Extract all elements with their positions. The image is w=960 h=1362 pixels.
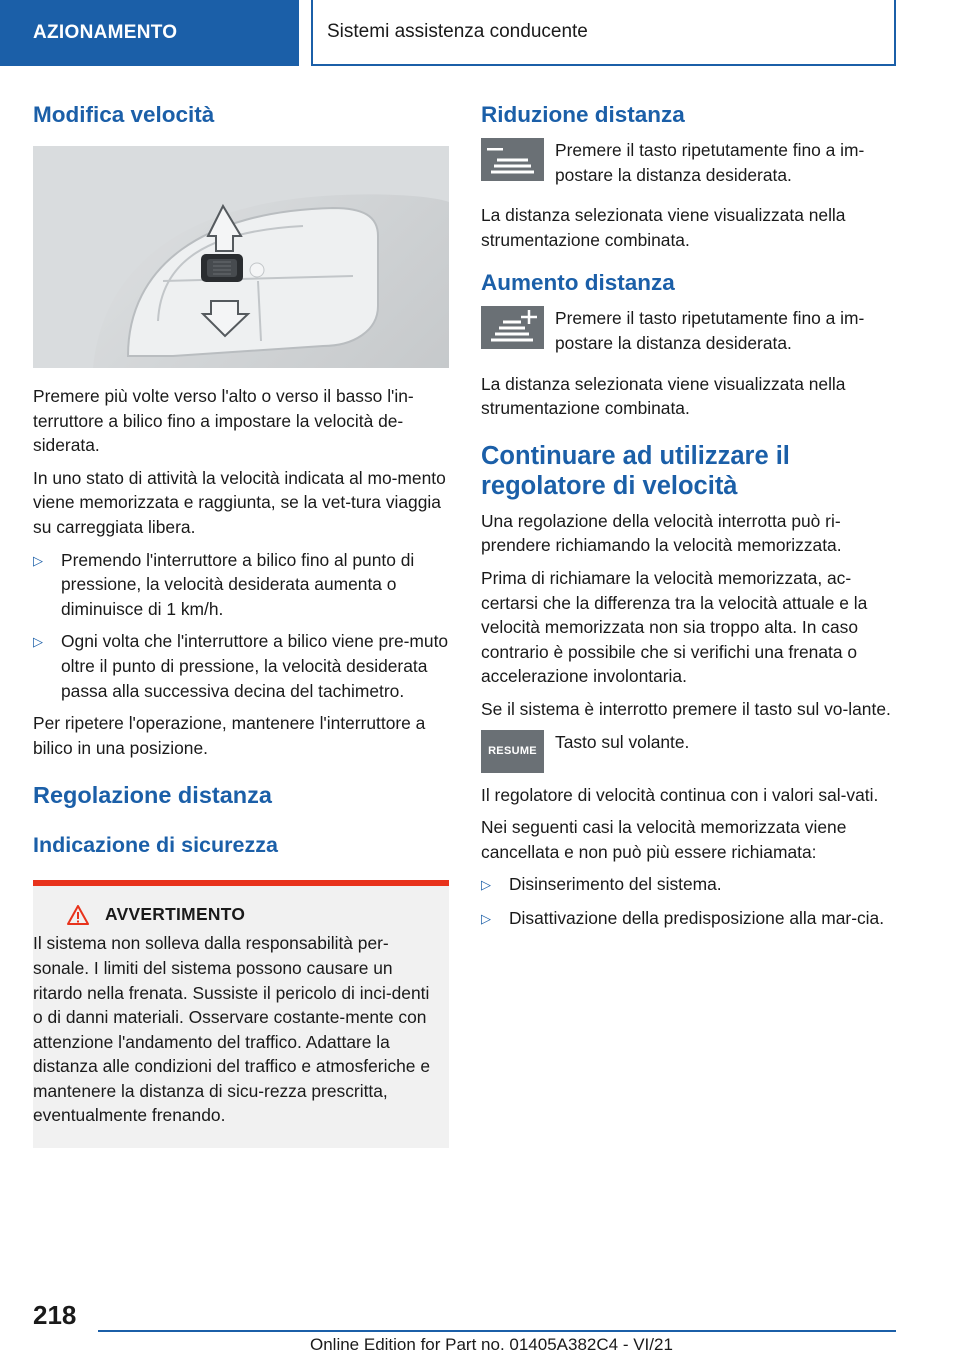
list-item (481, 906, 897, 932)
heading-distance-regulation: Regolazione distanza (33, 782, 272, 809)
heading-speed-change: Modifica velocità (33, 102, 215, 127)
heading-increase-distance: Aumento distanza (481, 270, 675, 296)
distance-increase-icon (481, 306, 544, 349)
paragraph: La distanza selezionata viene visualizzata nella strumentazione combinata. (481, 205, 846, 250)
warning-header (67, 904, 435, 925)
distance-decrease-icon (481, 138, 544, 181)
list-item-text: Disattivazione della predisposizione alla mar-cia. (509, 907, 885, 928)
reduce-distance-row (481, 138, 897, 187)
section-tab (0, 0, 299, 66)
increase-instruction: Premere il tasto ripetutamente fino a im-postare la distanza desiderata. (555, 308, 865, 353)
footer-divider (98, 1330, 896, 1332)
paragraph: Per ripetere l'operazione, mantenere l'interruttore a bilico in una posizione. (33, 713, 426, 758)
list-item-text: Ogni volta che l'interruttore a bilico viene pre-muto oltre il punto di pressione, la velocità desiderata passa alla successiva decina del tachimetro. (61, 631, 449, 701)
paragraph: In uno stato di attività la velocità indicata al mo-mento viene memorizzata e raggiunta, se la vet-tura viaggia su carreggiata libera. (33, 467, 446, 537)
paragraph: Una regolazione della velocità interrotta può ri-prendere richiamando la velocità memorizzata. (481, 510, 842, 556)
paragraph: Il regolatore di velocità continua con i valori sal-vati. (481, 784, 879, 805)
section-title: AZIONAMENTO (33, 22, 178, 43)
paragraph: Prima di richiamare la velocità memorizzata, ac-certarsi che la differenza tra la velocità attuale e la velocità memorizzata non sia troppo alta. In caso contrario è possibile che si verifichi una frenata o accelerazione involontaria. (481, 567, 868, 687)
triangle-bullet-icon: ▷ (33, 552, 43, 568)
right-column (481, 100, 897, 931)
triangle-bullet-icon: ▷ (33, 634, 43, 650)
warning-title: AVVERTIMENTO (105, 904, 246, 925)
page-number: 218 (33, 1300, 77, 1330)
paragraph: La distanza selezionata viene visualizzata nella strumentazione combinata. (481, 373, 846, 419)
triangle-bullet-icon: ▷ (481, 910, 491, 926)
resume-row (481, 730, 897, 773)
warning-box (33, 880, 449, 1148)
resume-description: Tasto sul volante. (555, 731, 690, 752)
chapter-title: Sistemi assistenza conducente (327, 21, 588, 42)
list-item-text: Disinserimento del sistema. (509, 874, 722, 895)
paragraph: Se il sistema è interrotto premere il tasto sul vo-lante. (481, 698, 891, 719)
steering-wheel-photo (33, 146, 449, 368)
resume-button-icon: RESUME (481, 730, 544, 773)
list-item (33, 629, 449, 703)
triangle-bullet-icon: ▷ (481, 877, 491, 893)
rocker-switch-illustration (33, 146, 449, 368)
reduce-instruction: Premere il tasto ripetutamente fino a im-postare la distanza desiderata. (555, 140, 865, 185)
edition-footer: Online Edition for Part no. 01405A382C4 - VI/21 (310, 1335, 673, 1354)
heading-continue-cruise: Continuare ad utilizzare il regolatore di velocità (481, 441, 790, 500)
warning-triangle-icon (67, 905, 89, 925)
left-column (33, 100, 449, 1148)
increase-distance-row (481, 306, 897, 355)
chapter-header (311, 0, 896, 66)
heading-safety-note: Indicazione di sicurezza (33, 833, 278, 858)
heading-reduce-distance: Riduzione distanza (481, 102, 685, 127)
list-item (33, 548, 449, 622)
warning-text: Il sistema non solleva dalla responsabilità per-sonale. I limiti del sistema possono causare un ritardo nella frenata. Sussiste il pericolo di inci-denti o di danni materiali. Osservare costante-mente con attenzione l'andamento del traffico. Adattare la distanza alle condizioni del traffico e atmosferiche e mantenere la distanza di sicu-rezza prescritta, eventualmente frenando. (33, 933, 430, 1126)
paragraph: Nei seguenti casi la velocità memorizzata viene cancellata e non può più essere richiamata: (481, 817, 847, 862)
list-item-text: Premendo l'interruttore a bilico fino al punto di pressione, la velocità desiderata aumenta o diminuisce di 1 km/h. (61, 549, 415, 619)
list-item (481, 872, 897, 898)
paragraph: Premere più volte verso l'alto o verso il basso l'in-terruttore a bilico fino a impostare la velocità de-siderata. (33, 386, 414, 456)
